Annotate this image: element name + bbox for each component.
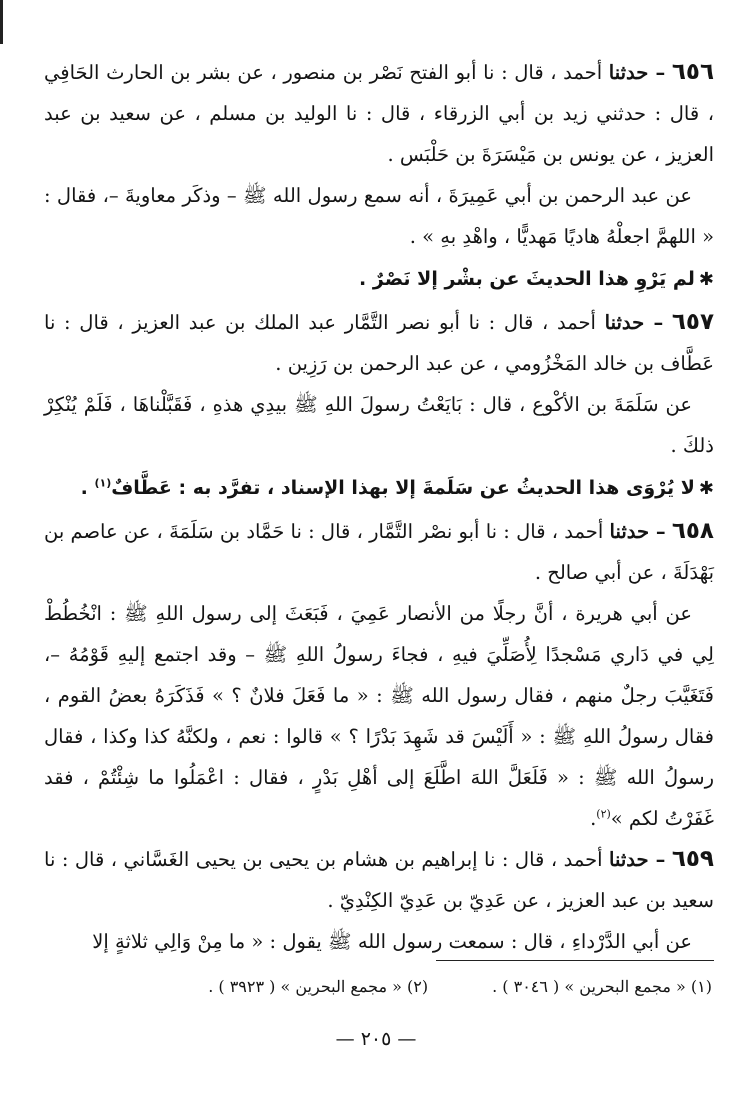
footnote-2: (٢) « مجمع البحرين » ( ٣٩٢٣ ) . [208, 977, 429, 996]
hadith-657-isnad [44, 302, 714, 384]
hadith-657-matn: عن سَلَمَةَ بن الأكْوع ، قال : بَايَعْتُ رسولَ اللهِ ﷺ بيدِي هذهِ ، فَقَبَّلْناهَا ، فَلَمْ يُنْكِرْ ذلكَ . [44, 393, 714, 457]
hadith-658-matn [44, 593, 714, 839]
hadith-lead: – حدثنا [609, 848, 666, 871]
footnotes [40, 972, 712, 1002]
page-edge-mark [0, 0, 3, 44]
hadith-lead: – حدثنا [609, 520, 666, 543]
note-star-icon: ✱ [698, 269, 714, 290]
hadith-number: ٦٥٩ [671, 846, 714, 872]
hadith-number: ٦٥٦ [671, 59, 714, 85]
isnad-text: أحمد ، قال : نا إبراهيم بن هشام بن يحيى بن يحيى الغَسَّاني ، قال : نا سعيد بن عبد العزيز ، عن عَدِيّ بن عَدِيّ الكِنْدِيّ . [44, 848, 714, 912]
footnote-ref-1: (١) [94, 476, 112, 490]
hadith-lead: – حدثنا [608, 61, 666, 84]
hadith-657-note [44, 468, 714, 509]
footnote-1: (١) « مجمع البحرين » ( ٣٠٤٦ ) . [492, 977, 712, 996]
note-star-icon: ✱ [698, 478, 714, 499]
hadith-lead: – حدثنا [604, 311, 664, 334]
hadith-number: ٦٥٧ [671, 309, 714, 335]
hadith-659-matn: عن أبي الدَّرْداءِ ، قال : سمعت رسول الله ﷺ يقول : « ما مِنْ وَالِي ثلاثةٍ إلا [92, 930, 692, 953]
isnad-text: أحمد ، قال : نا أبو نصْر التَّمَّار ، قال : نا حَمَّاد بن سَلَمَةَ ، عن عاصم بن بَهْدَلَةَ ، عن أبي صالح . [44, 520, 714, 584]
isnad-text: أحمد ، قال : نا أبو الفتح نَصْر بن منصور ، عن بشر بن الحارث الحَافِي ، قال : حدثني زيد بن أبي الزرقاء ، قال : نا الوليد بن مسلم ، عن سعيد بن عبد العزيز ، عن يونس بن مَيْسَرَةَ بن حَلْبَس . [44, 61, 714, 166]
footnote-ref-2: (٢) [596, 807, 611, 821]
footnote-divider [436, 960, 714, 961]
hadith-656-note [44, 259, 714, 300]
note-end: . [80, 477, 95, 499]
hadith-656-isnad [44, 52, 714, 175]
isnad-text: أحمد ، قال : نا أبو نصر التَّمَّار عبد الملك بن عبد العزيز ، قال : نا عَطَّاف بن خالد المَخْزُومي ، عن عبد الرحمن بن رَزِين . [44, 311, 714, 375]
page-number: — ٢٠٥ — [335, 1028, 417, 1050]
matn-end: . [590, 807, 597, 830]
matn-text: عن أبي هريرة ، أنَّ رجلًا من الأنصار عَمِيَ ، فَبَعَثَ إلى رسول اللهِ ﷺ : انْخُطُطْ لِي في دَاري مَسْجدًا لِأُصَلِّيَ فيهِ ، فجاءَ رسولُ اللهِ ﷺ – وقد اجتمع إليهِ قَوْمُهُ –، فَتَغَيَّبَ رجلٌ منهم ، فقال رسول الله ﷺ : « ما فَعَلَ فلانٌ ؟ » فَذَكَرَهُ بعضُ القوم ، فقال رسولُ اللهِ ﷺ : « أَلَيْسَ قد شَهِدَ بَدْرًا ؟ » قالوا : نعم ، ولكنَّهُ كذا وكذا ، فقال رسولُ الله ﷺ : « فَلَعَلَّ اللهَ اطَّلَعَ إلى أهْلِ بَدْرٍ ، فقال : اعْمَلُوا ما شِئْتُمْ ، فقد غَفَرْتُ لكم » [44, 602, 714, 830]
hadith-656-matn: عن عبد الرحمن بن أبي عَمِيرَةَ ، أنه سمع رسول الله ﷺ – وذكَر معاويةَ –، فقال : « اللهمَّ اجعلْهُ هاديًا مَهديًّا ، واهْدِ بهِ » . [44, 184, 714, 248]
note-text: لا يُرْوَى هذا الحديثُ عن سَلَمةَ إلا بهذا الإسناد ، تفرَّد به : عَطَّافٌ [111, 477, 695, 499]
hadith-number: ٦٥٨ [671, 518, 714, 544]
page-body [44, 52, 714, 962]
hadith-659-isnad [44, 839, 714, 921]
hadith-658-isnad [44, 511, 714, 593]
note-text: لم يَرْوِ هذا الحديثَ عن بشْر إلا نَصْرٌ . [359, 268, 695, 290]
